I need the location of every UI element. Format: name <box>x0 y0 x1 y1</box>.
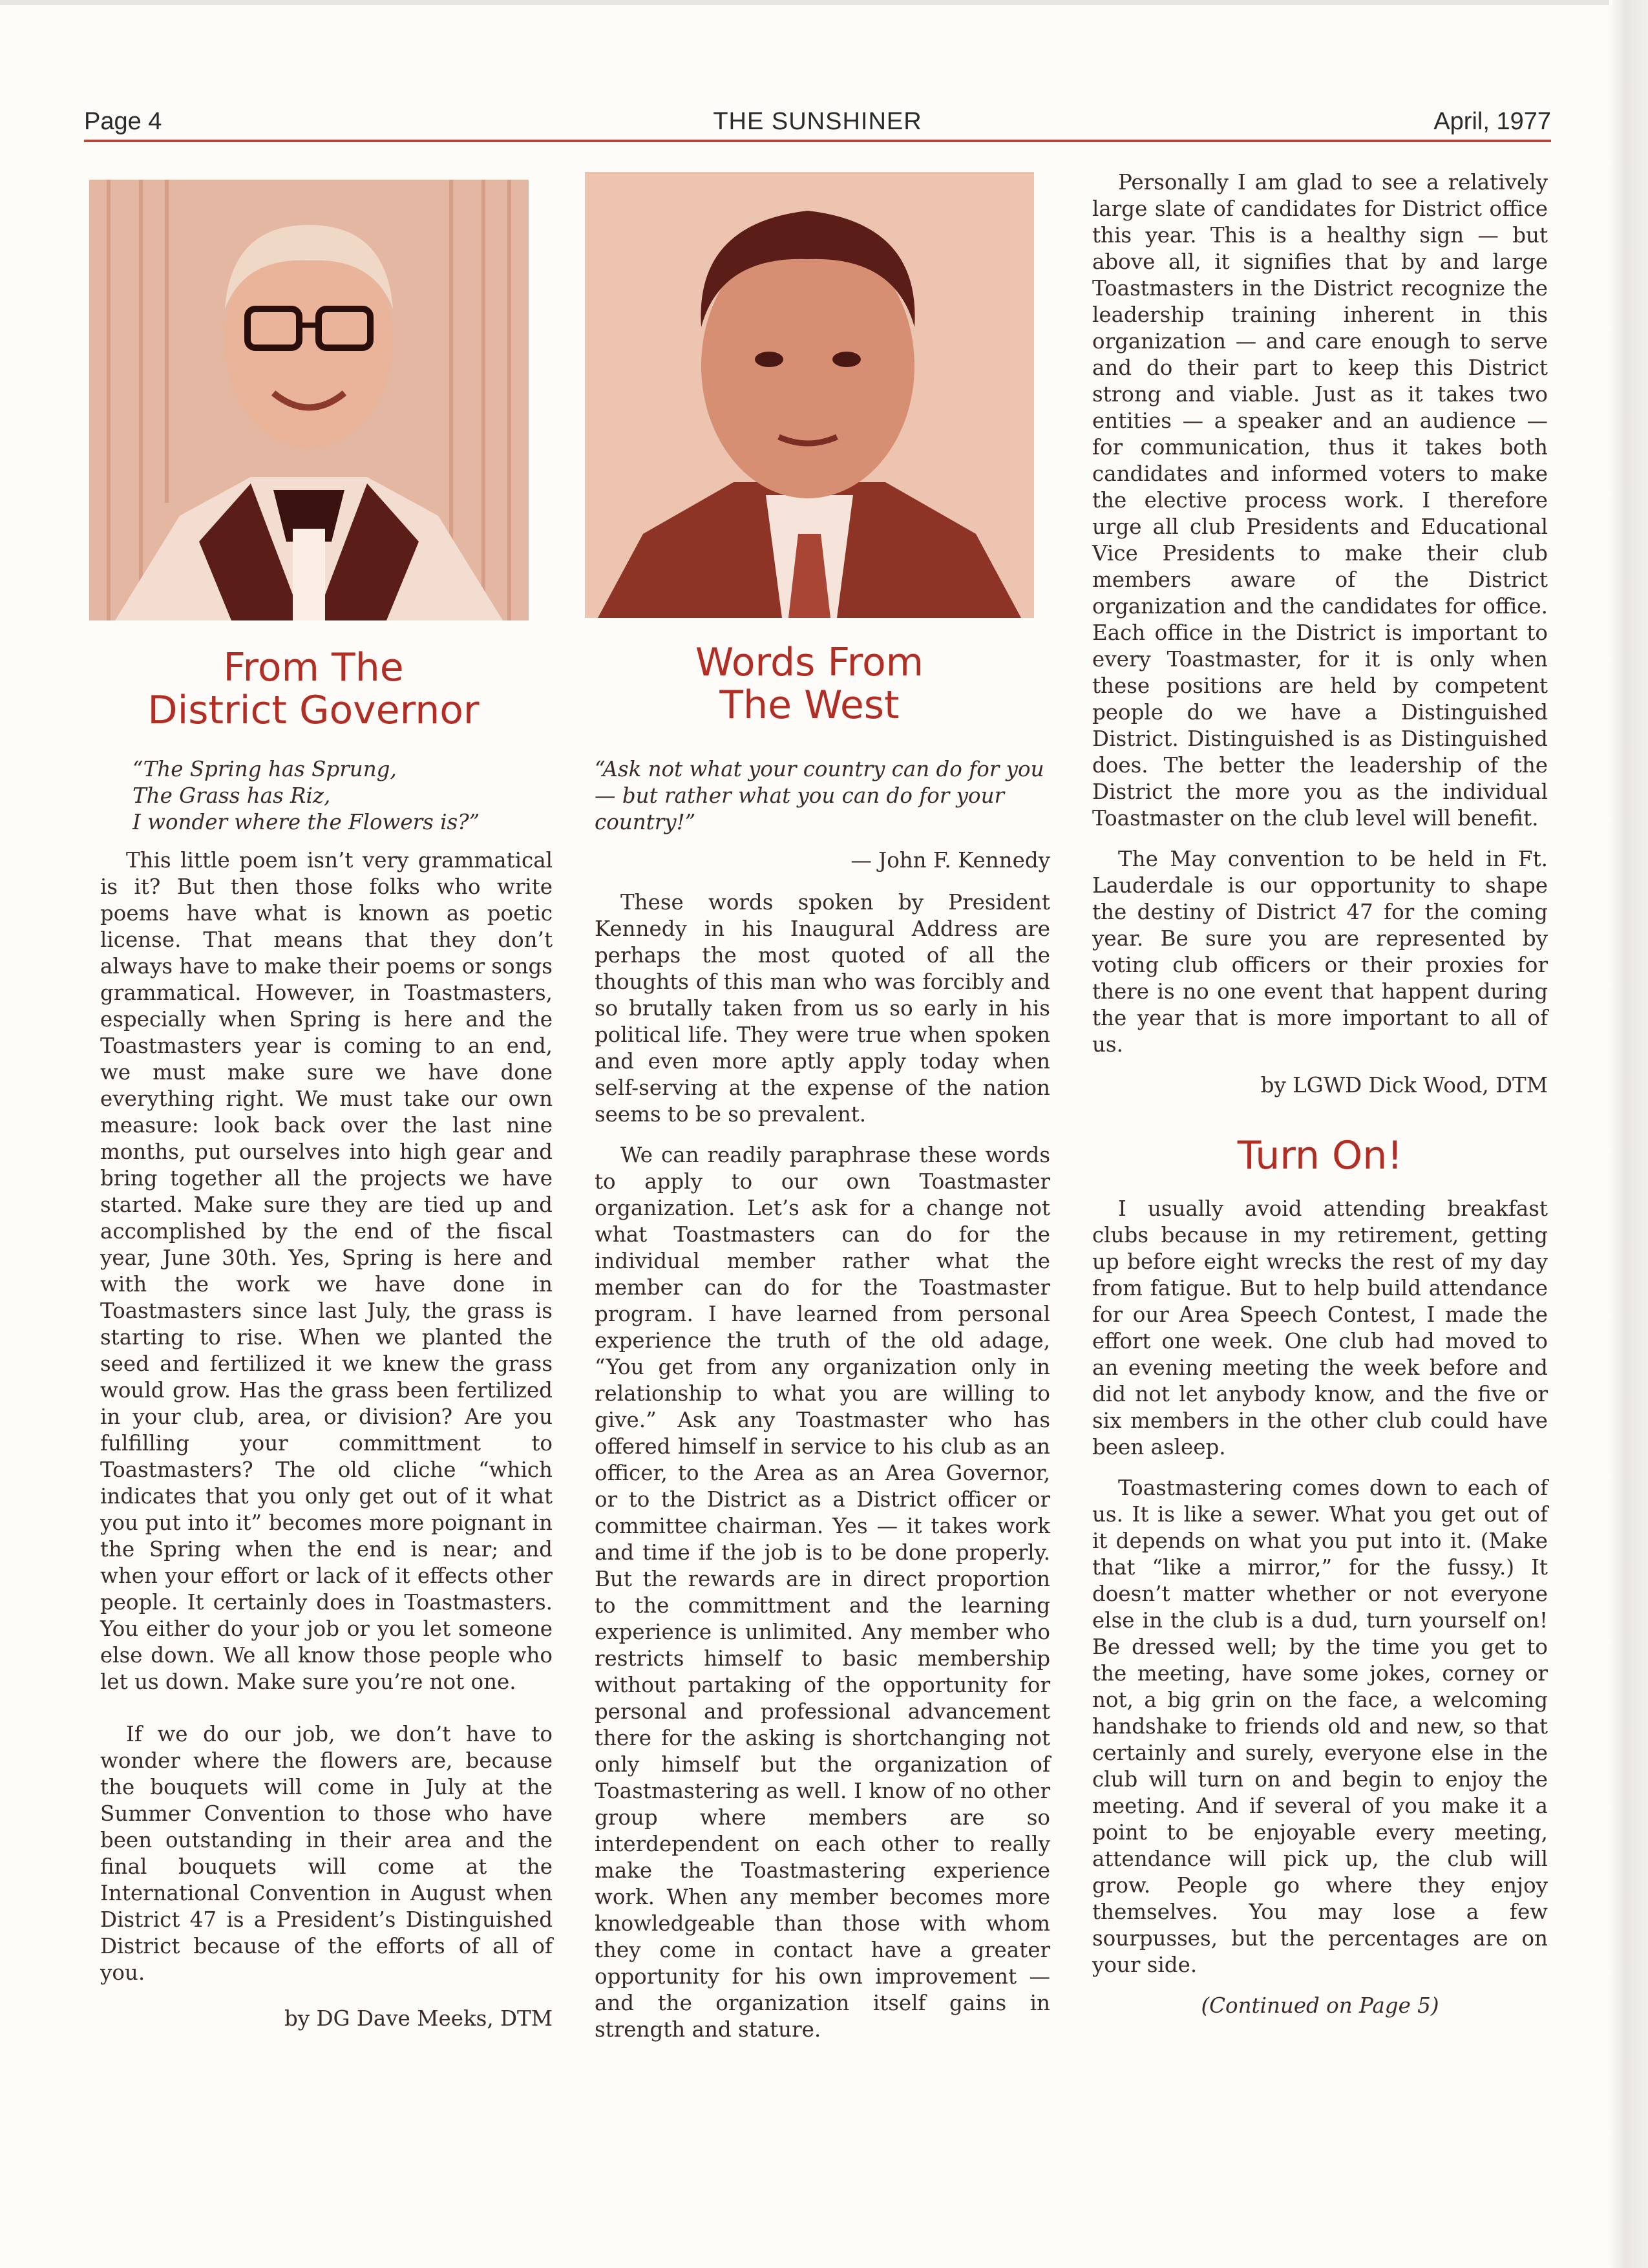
governor-paragraph: If we do our job, we don’t have to wonder where the flowers are, because the bouquets will come in July at the Summer Convention to those who have been outstanding in their area and the final bouquets will come at the International Convention in August when District 47 is a President’s Distinguished District because of the efforts of all of you. <box>100 1722 553 1985</box>
governor-byline: by DG Dave Meeks, DTM <box>284 2006 553 2031</box>
west-headline-line1: Words From <box>695 640 924 685</box>
governor-article <box>100 756 553 2032</box>
west-headline <box>585 641 1034 726</box>
governor-headline-line2: District Governor <box>147 688 480 733</box>
turn-on-paragraph: Toastmastering comes down to each of us. It is like a sewer. What you get out of it depends on what you put into it. (Make that “like a mirror,” for the fussy.) It doesn’t matter whether or not everyone else in the club is a dud, turn yourself on! Be dressed well; by the time you get to the meeting, have some jokes, corney or not, a big grin on the face, a welcoming handshake to friends old and new, so that certainly and surely, everyone else in the club will turn on and begin to enjoy the meeting. And if several of you make it a point to be enjoyable every meeting, attendance will pick up, the club will grow. People go where they enjoy themselves. You may lose a few sourpusses, but the percentages are on your side. <box>1092 1476 1548 1977</box>
governor-headline <box>87 646 540 732</box>
west-paragraph: We can readily paraphrase these words to apply to our own Toastmaster organization. Let’s ask for a change not what Toastmasters can do for the individual member rather what the member can do for the Toastmaster program. I have learned from personal experience the truth of the old adage, “You get from any organization only in relationship to what you are willing to give.” Ask any Toastmaster who has offered himself in service to his club as an officer, to the Area as an Area Governor, or to the District as a District officer or committee chairman. Yes — it takes work and time if the job is to be done properly. But the rewards are in direct proportion to the committment and the learning experience is unlimited. Any member who restricts himself to basic membership without partaking of the opportunity for personal and professional advancement there for the asking is shortchanging not only himself but the organization of Toastmastering as well. I know of no other group where members are so interdependent on each other to really make the Toastmastering experience work. When any member becomes more knowledgeable than those with whom they come in contact have a greater opportunity for his own improvement — and the organization itself gains in strength and stature. <box>595 1143 1050 2042</box>
west-paragraph: These words spoken by President Kennedy in his Inaugural Address are perhaps the most quoted of all the thoughts of this man who was forcibly and so brutally taken from us so early in his political life. They were true when spoken and even more aptly apply today when self-serving at the expense of the nation seems to be so prevalent. <box>595 890 1050 1127</box>
scan-edge <box>0 0 1609 5</box>
west-paragraph: The May convention to be held in Ft. Lauderdale is our opportunity to shape the destiny of District 47 for the coming year. Be sure you are represented by voting club officers or their proxies for there is no one event that happent during the year that is more important to all of us. <box>1092 847 1548 1057</box>
west-article-part2 <box>1092 169 1548 1099</box>
west-quote-attribution: — John F. Kennedy <box>850 848 1050 873</box>
quote-line: The Grass has Riz, <box>132 783 331 808</box>
quote-line: “The Spring has Sprung, <box>132 757 397 781</box>
governor-paragraph: This little poem isn’t very grammatical is it? But then those folks who write poems have what is known as poetic license. That means that they don’t always have to make their poems or songs grammatical. However, in Toastmasters, especially when Spring is here and the Toastmasters year is coming to an end, we must make sure we have done everything right. We must take our own measure: look back over the last nine months, put ourselves into high gear and bring together all the projects we have started. Make sure they are tied up and accomplished by the end of the fiscal year, June 30th. Yes, Spring is here and with the work we have done in Toastmasters since last July, the grass is starting to rise. When we planted the seed and fertilized it we knew the grass would grow. Has the grass been fertilized in your club, area, or division? Are you fulfilling your committment to Toastmasters? The old cliche “which indicates that you only get out of it what you put into it” becomes more poignant in the Spring when the end is near; and when your effort or lack of it effects other people. It certainly does in Toastmasters. You either do your job or you let someone else down. We all know those people who let us down. Make sure you’re not one. <box>100 848 553 1694</box>
west-quote: “Ask not what your country can do for you — but rather what you can do for your country!” <box>595 757 1044 834</box>
west-article-part1 <box>595 756 1050 2057</box>
governor-photo <box>89 180 529 620</box>
issue-date: April, 1977 <box>1433 108 1551 135</box>
publication-title: THE SUNSHINER <box>713 108 922 135</box>
header-rule <box>84 140 1551 142</box>
page-number: Page 4 <box>84 108 162 135</box>
west-byline: by LGWD Dick Wood, DTM <box>1260 1073 1548 1097</box>
governor-quote <box>100 756 553 836</box>
scan-edge <box>1609 0 1648 2268</box>
turn-on-paragraph: I usually avoid attending breakfast clubs because in my retirement, getting up before eight wrecks the rest of my day from fatigue. But to help build attendance for our Area Speech Contest, I made the effort one week. One club had moved to an evening meeting the week before and did not let anybody know, and the five or six members in the other club could have been asleep. <box>1092 1196 1548 1459</box>
governor-headline-line1: From The <box>223 645 404 690</box>
quote-line: I wonder where the Flowers is?” <box>132 810 480 834</box>
west-headline-line2: The West <box>719 683 900 728</box>
page-header <box>84 97 1551 142</box>
turn-on-headline: Turn On! <box>1237 1133 1403 1178</box>
west-paragraph: Personally I am glad to see a relatively large slate of candidates for District office this year. This is a healthy sign — but above all, it signifies that by and large Toastmasters in the District recognize the leadership training inherent in this organization — and care enough to serve and do their part to keep this District strong and viable. Just as it takes two entities — a speaker and an audience — for communication, thus it takes both candidates and informed voters to make the elective process work. I therefore urge all club Presidents and Educational Vice Presidents to make their club members aware of the District organization and the candidates for office. Each office in the District is important to every Toastmaster, for it is only when these positions are held by competent people do we have a Distinguished District. Distinguished is as Distinguished does. The better the leadership of the District the more you as the individual Toastmaster on the club level will benefit. <box>1092 170 1548 831</box>
continued-note: (Continued on Page 5) <box>1201 1993 1439 2018</box>
west-photo <box>585 172 1034 618</box>
turn-on-article <box>1092 1196 1548 2019</box>
